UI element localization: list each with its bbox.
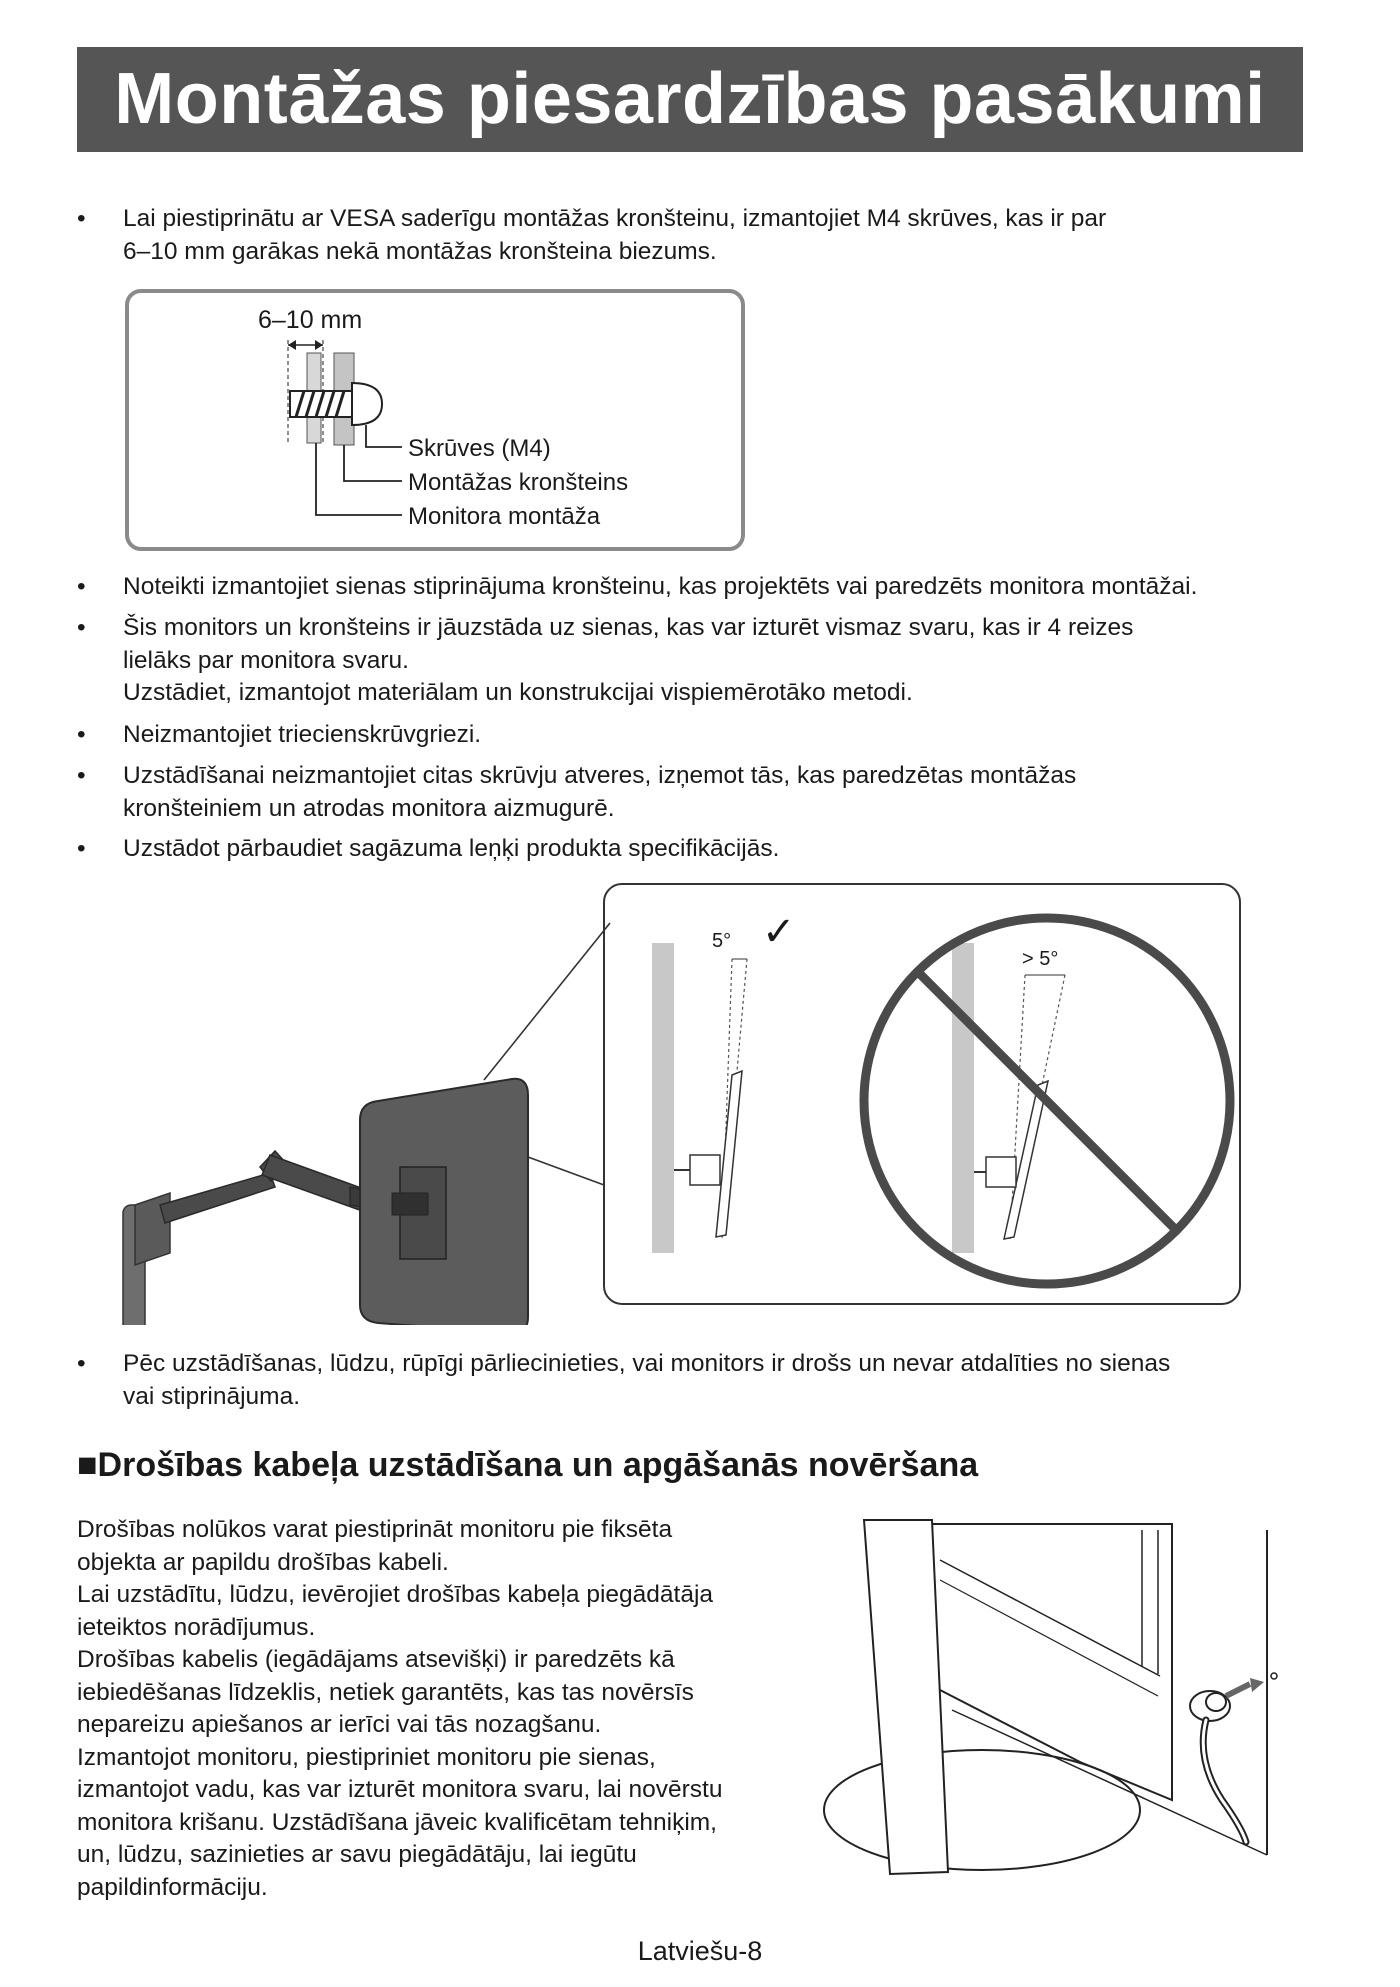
- bad-angle-label: > 5°: [1022, 948, 1059, 970]
- bullet-line: Uzstādot pārbaudiet sagāzuma leņķi produkta specifikācijās.: [123, 835, 780, 862]
- mount-block-bad: [986, 1157, 1016, 1187]
- bullet-item: [77, 719, 1317, 752]
- bullet-item: [77, 612, 1317, 710]
- monitor-edge: [940, 1580, 1158, 1696]
- page-title: Montāžas piesardzības pasākumi: [114, 59, 1266, 139]
- mount-label: Monitora montāža: [408, 503, 601, 530]
- paragraph-line: Izmantojot monitoru, piestipriniet monitoru pie sienas,: [77, 1743, 656, 1771]
- callout-line: [528, 1157, 604, 1185]
- bullet-line: vai stiprinājuma.: [123, 1382, 301, 1410]
- bullet-marker: •: [77, 1350, 86, 1377]
- bullet-line: Noteikti izmantojiet sienas stiprinājuma kronšteinu, kas projektēts vai paredzēts monitora montāžai.: [123, 573, 1198, 600]
- bullet-item: [77, 571, 1317, 604]
- wall: [952, 943, 974, 1253]
- bullet-line: Uzstādiet, izmantojot materiālam un konstrukcijai vispiemērotāko metodi.: [123, 679, 913, 706]
- section-paragraph: [77, 1514, 722, 1904]
- screw-label: Skrūves (M4): [408, 435, 551, 462]
- bullet-line: Šis monitors un kronšteins ir jāuzstāda uz sienas, kas var izturēt vismaz svaru, kas ir 4 reizes: [123, 614, 1134, 641]
- mount-block-ok: [690, 1155, 720, 1185]
- paragraph-line: Drošības kabelis (iegādājams atsevišķi) ir paredzēts kā: [77, 1646, 675, 1673]
- bullet-line: Lai piestiprinātu ar VESA saderīgu montāžas kronšteinu, izmantojiet M4 skrūves, kas ir par: [123, 205, 1107, 232]
- lower-arm: [160, 1173, 275, 1223]
- security-cable-illustration: [812, 1510, 1312, 1890]
- paragraph-line: Lai uzstādītu, lūdzu, ievērojiet drošības kabeļa piegādātāja: [77, 1581, 714, 1608]
- monitor-back: [360, 1079, 528, 1325]
- insert-arrow-icon: [1226, 1684, 1250, 1696]
- paragraph-line: objekta ar papildu drošības kabeli.: [77, 1548, 449, 1576]
- section-heading: ■Drošības kabeļa uzstādīšana un apgāšanās novēršana: [77, 1446, 979, 1484]
- bullet-marker: •: [77, 614, 86, 641]
- bullet-line: Neizmantojiet triecienskrūvgriezi.: [123, 721, 482, 748]
- cable-lock-face: [1206, 1693, 1226, 1711]
- title-banner: [77, 47, 1303, 152]
- bullet-marker: •: [77, 205, 86, 232]
- bullet-line: Uzstādīšanai neizmantojiet citas skrūvju atveres, izņemot tās, kas paredzētas montāžas: [123, 762, 1077, 789]
- security-cable: [1203, 1720, 1246, 1842]
- wall-arm-mount: [123, 1151, 400, 1325]
- bullet-line: 6–10 mm garākas nekā montāžas kronšteina biezums.: [123, 237, 717, 265]
- check-mark-icon: ✓: [762, 910, 796, 954]
- security-slot-icon: [1271, 1673, 1277, 1679]
- monitor-edge: [940, 1560, 1160, 1676]
- bracket-label: Montāžas kronšteins: [408, 469, 629, 496]
- bullet-marker: •: [77, 762, 86, 789]
- bullet-line: Pēc uzstādīšanas, lūdzu, rūpīgi pārliecinieties, vai monitors ir drošs un nevar atdalīties no sienas: [123, 1350, 1171, 1377]
- vesa-adapter: [392, 1193, 428, 1215]
- insert-arrow-head: [1250, 1678, 1264, 1692]
- paragraph-line: ieteiktos norādījumus.: [77, 1613, 316, 1641]
- paragraph-line: un, lūdzu, sazinieties ar savu piegādātāju, lai iegūtu: [77, 1841, 637, 1868]
- after-bullet: [77, 1348, 1317, 1413]
- dimension-label: 6–10 mm: [258, 306, 363, 334]
- paragraph-line: izmantojot vadu, kas var izturēt monitora svaru, lai novērstu: [77, 1776, 723, 1803]
- paragraph-line: Drošības nolūkos varat piestiprināt monitoru pie fiksēta: [77, 1516, 673, 1543]
- bullet-marker: •: [77, 721, 86, 748]
- bullet-marker: •: [77, 573, 86, 600]
- bullet-marker: •: [77, 835, 86, 862]
- bullet-line: kronšteiniem un atrodas monitora aizmugurē.: [123, 794, 615, 822]
- paragraph-line: nepareizu apiešanos ar ierīci vai tās nozagšanu.: [77, 1711, 602, 1738]
- callout-line: [484, 923, 610, 1080]
- tilt-illustration: [110, 875, 1250, 1325]
- paragraph-line: iebiedēšanas līdzeklis, netiek garantēts, kas tas novērsīs: [77, 1678, 694, 1706]
- page-number: Latviešu-8: [637, 1936, 763, 1966]
- bullet-item: [77, 760, 1317, 825]
- wall: [652, 943, 674, 1253]
- bullet-line: lielāks par monitora svaru.: [123, 646, 409, 674]
- ok-angle-label: 5°: [712, 930, 732, 952]
- screw-diagram: [120, 285, 750, 555]
- bullet-item: [77, 833, 1317, 866]
- intro-bullet: [77, 203, 1317, 268]
- paragraph-line: monitora krišanu. Uzstādīšana jāveic kvalificētam tehniķim,: [77, 1808, 717, 1836]
- paragraph-line: papildinformāciju.: [77, 1873, 268, 1901]
